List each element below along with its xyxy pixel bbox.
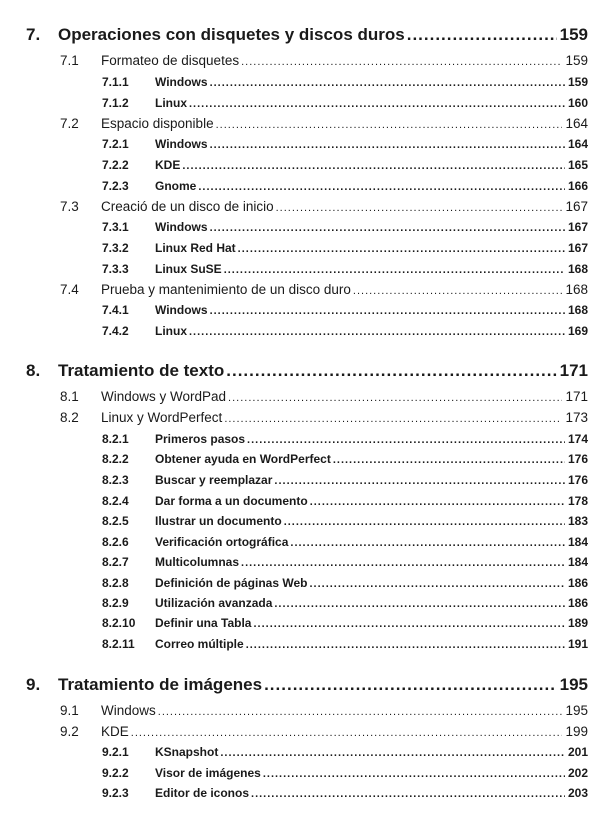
subsection-entry[interactable]	[102, 616, 588, 630]
subsection-number: 8.2.2	[102, 452, 129, 466]
subsection-number: 7.2.2	[102, 158, 129, 172]
section-number: 7.1	[60, 53, 79, 68]
section-title: Linux y WordPerfect	[101, 410, 223, 425]
section-number: 8.2	[60, 410, 79, 425]
page-number: 203	[567, 786, 588, 800]
subsection-number: 8.2.7	[102, 555, 129, 569]
section-title: Espacio disponible	[101, 116, 214, 131]
leader-dots	[216, 119, 563, 131]
subsection-title: KSnapshot	[155, 745, 219, 759]
subsection-entry[interactable]	[102, 576, 588, 590]
subsection-title: Gnome	[155, 179, 197, 193]
page-number: 168	[565, 282, 588, 297]
subsection-entry[interactable]	[102, 179, 588, 193]
leader-dots	[198, 181, 565, 193]
subsection-entry[interactable]	[102, 745, 588, 759]
section-number: 7.2	[60, 116, 79, 131]
leader-dots	[407, 25, 557, 45]
page-number: 173	[565, 410, 588, 425]
chapter-number: 9.	[26, 675, 41, 694]
page-number: 184	[567, 535, 588, 549]
leader-dots	[210, 139, 565, 151]
subsection-title: KDE	[155, 158, 181, 172]
subsection-entry[interactable]	[102, 75, 588, 89]
section-entry[interactable]	[60, 410, 588, 425]
page-number: 199	[565, 724, 588, 739]
subsection-entry[interactable]	[102, 241, 588, 255]
subsection-entry[interactable]	[102, 303, 588, 317]
section-entry[interactable]	[60, 703, 588, 718]
leader-dots	[210, 305, 565, 317]
subsection-entry[interactable]	[102, 596, 588, 610]
leader-dots	[158, 706, 563, 718]
leader-dots	[310, 496, 565, 508]
page-number: 166	[567, 179, 588, 193]
leader-dots	[238, 243, 565, 255]
page-number: 164	[567, 137, 588, 151]
leader-dots	[309, 578, 565, 590]
section-title: Prueba y mantenimiento de un disco duro	[101, 282, 351, 297]
subsection-title: Windows	[155, 137, 208, 151]
page-number: 176	[567, 452, 588, 466]
subsection-title: Windows	[155, 75, 208, 89]
subsection-entry[interactable]	[102, 535, 588, 549]
leader-dots	[253, 618, 565, 630]
subsection-number: 8.2.6	[102, 535, 129, 549]
chapter-title: Operaciones con disquetes y discos duros	[58, 25, 405, 44]
leader-dots	[284, 516, 565, 528]
subsection-title: Linux	[155, 324, 187, 338]
subsection-entry[interactable]	[102, 137, 588, 151]
section-title: Creació de un disco de inicio	[101, 199, 274, 214]
leader-dots	[274, 475, 565, 487]
chapter-title: Tratamiento de texto	[58, 361, 225, 380]
chapter-heading[interactable]	[26, 25, 588, 45]
leader-dots	[228, 392, 562, 404]
page-number: 169	[567, 324, 588, 338]
subsection-number: 7.1.2	[102, 96, 129, 110]
section-number: 9.1	[60, 703, 79, 718]
section-number: 7.4	[60, 282, 79, 297]
subsection-number: 9.2.2	[102, 766, 129, 780]
subsection-number: 8.2.9	[102, 596, 129, 610]
section-number: 7.3	[60, 199, 79, 214]
subsection-number: 7.4.2	[102, 324, 129, 338]
subsection-title: Utilización avanzada	[155, 596, 273, 610]
page-number: 186	[567, 576, 588, 590]
section-entry[interactable]	[60, 282, 588, 297]
leader-dots	[276, 202, 563, 214]
leader-dots	[210, 222, 565, 234]
page-number: 165	[567, 158, 588, 172]
page-number: 186	[567, 596, 588, 610]
section-entry[interactable]	[60, 53, 588, 68]
subsection-title: Multicolumnas	[155, 555, 240, 569]
subsection-number: 7.1.1	[102, 75, 129, 89]
leader-dots	[251, 788, 565, 800]
subsection-title: Editor de iconos	[155, 786, 250, 800]
subsection-title: Definir una Tabla	[155, 616, 252, 630]
subsection-number: 8.2.3	[102, 473, 129, 487]
page-number: 164	[565, 116, 588, 131]
page-number: 160	[567, 96, 588, 110]
subsection-title: Primeros pasos	[155, 432, 246, 446]
subsection-title: Obtener ayuda en WordPerfect	[155, 452, 331, 466]
subsection-number: 8.2.4	[102, 494, 129, 508]
subsection-title: Visor de imágenes	[155, 766, 261, 780]
subsection-title: Ilustrar un documento	[155, 514, 282, 528]
subsection-number: 8.2.10	[102, 616, 136, 630]
subsection-entry[interactable]	[102, 473, 588, 487]
leader-dots	[189, 326, 565, 338]
leader-dots	[274, 598, 565, 610]
subsection-entry[interactable]	[102, 158, 588, 172]
page-number: 171	[559, 361, 588, 380]
page-number: 159	[565, 53, 588, 68]
page-number: 174	[567, 432, 588, 446]
page-number: 176	[567, 473, 588, 487]
subsection-title: Windows	[155, 220, 208, 234]
section-title: Formateo de disquetes	[101, 53, 240, 68]
leader-dots	[131, 727, 563, 739]
section-title: KDE	[101, 724, 129, 739]
chapter-title: Tratamiento de imágenes	[58, 675, 263, 694]
subsection-title: Definición de páginas Web	[155, 576, 308, 590]
subsection-title: Linux	[155, 96, 187, 110]
page-number: 195	[565, 703, 588, 718]
page-number: 201	[567, 745, 588, 759]
subsection-number: 9.2.1	[102, 745, 129, 759]
subsection-entry[interactable]	[102, 494, 588, 508]
leader-dots	[290, 537, 565, 549]
leader-dots	[246, 639, 565, 651]
subsection-title: Linux Red Hat	[155, 241, 236, 255]
leader-dots	[263, 768, 565, 780]
page-number: 184	[567, 555, 588, 569]
subsection-entry[interactable]	[102, 766, 588, 780]
page-number: 195	[559, 675, 588, 694]
subsection-title: Buscar y reemplazar	[155, 473, 273, 487]
subsection-entry[interactable]	[102, 452, 588, 466]
subsection-number: 7.3.3	[102, 262, 129, 276]
subsection-title: Dar forma a un documento	[155, 494, 308, 508]
leader-dots	[224, 413, 562, 425]
subsection-number: 8.2.5	[102, 514, 129, 528]
subsection-number: 7.4.1	[102, 303, 129, 317]
leader-dots	[247, 434, 565, 446]
section-entry[interactable]	[60, 724, 588, 739]
leader-dots	[226, 361, 556, 381]
leader-dots	[224, 264, 565, 276]
page-number: 159	[559, 25, 588, 44]
subsection-number: 7.2.1	[102, 137, 129, 151]
page-number: 168	[567, 262, 588, 276]
leader-dots	[241, 56, 562, 68]
subsection-entry[interactable]	[102, 637, 588, 651]
leader-dots	[189, 98, 565, 110]
page-number: 167	[565, 199, 588, 214]
leader-dots	[241, 557, 565, 569]
page-number: 189	[567, 616, 588, 630]
chapter-number: 8.	[26, 361, 41, 380]
section-entry[interactable]	[60, 389, 588, 404]
page-number: 191	[567, 637, 588, 651]
subsection-entry[interactable]	[102, 555, 588, 569]
subsection-number: 8.2.11	[102, 637, 135, 651]
page-number: 167	[567, 241, 588, 255]
subsection-title: Windows	[155, 303, 208, 317]
leader-dots	[264, 675, 557, 695]
subsection-entry[interactable]	[102, 220, 588, 234]
chapter-number: 7.	[26, 25, 41, 44]
page-number: 171	[565, 389, 588, 404]
page-number: 168	[567, 303, 588, 317]
subsection-entry[interactable]	[102, 432, 588, 446]
subsection-entry[interactable]	[102, 96, 588, 110]
section-title: Windows y WordPad	[101, 389, 227, 404]
leader-dots	[182, 160, 565, 172]
chapter-heading[interactable]	[26, 675, 588, 695]
section-entry[interactable]	[60, 199, 588, 214]
page-number: 183	[567, 514, 588, 528]
section-entry[interactable]	[60, 116, 588, 131]
subsection-title: Correo múltiple	[155, 637, 244, 651]
subsection-entry[interactable]	[102, 324, 588, 338]
subsection-number: 8.2.8	[102, 576, 129, 590]
subsection-entry[interactable]	[102, 786, 588, 800]
leader-dots	[210, 77, 565, 89]
page-number: 202	[567, 766, 588, 780]
page-number: 159	[567, 75, 588, 89]
section-number: 9.2	[60, 724, 79, 739]
subsection-title: Linux SuSE	[155, 262, 222, 276]
page-number: 167	[567, 220, 588, 234]
subsection-number: 7.3.1	[102, 220, 129, 234]
chapter-heading[interactable]	[26, 361, 588, 381]
leader-dots	[333, 454, 565, 466]
section-number: 8.1	[60, 389, 79, 404]
subsection-entry[interactable]	[102, 262, 588, 276]
subsection-number: 8.2.1	[102, 432, 129, 446]
subsection-entry[interactable]	[102, 514, 588, 528]
subsection-title: Verificación ortográfica	[155, 535, 289, 549]
section-title: Windows	[101, 703, 156, 718]
leader-dots	[220, 747, 565, 759]
page-number: 178	[567, 494, 588, 508]
subsection-number: 7.3.2	[102, 241, 129, 255]
subsection-number: 7.2.3	[102, 179, 129, 193]
leader-dots	[353, 285, 563, 297]
subsection-number: 9.2.3	[102, 786, 129, 800]
